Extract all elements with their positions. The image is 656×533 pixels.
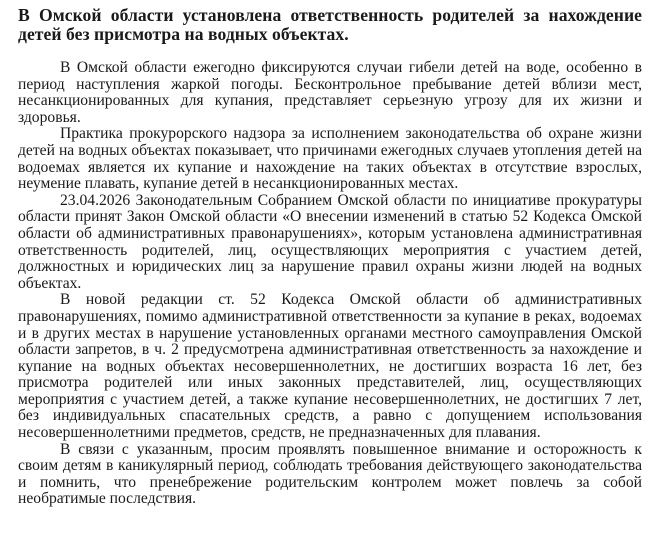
paragraph-3: 23.04.2026 Законодательным Собранием Омской области по инициативе прокуратуры области принят Закон Омской области «О внесении изменений в статью 52 Кодекса Омской области об административных правонарушениях», которым установлена административная ответственность родителей, лиц, осуществляющих мероприятия с участием детей, должностных и юридических лиц за нарушение правил охраны жизни людей на водных объектах. bbox=[18, 191, 642, 292]
paragraph-1: В Омской области ежегодно фиксируются случаи гибели детей на воде, особенно в период наступления жаркой погоды. Бесконтрольное пребывание детей вблизи мест, несанкционированных для купания, представляет серьезную угрозу для их жизни и здоровья. bbox=[18, 59, 642, 126]
article-title: В Омской области установлена ответственность родителей за нахождение детей без присмотра на водных объектах. bbox=[18, 5, 642, 44]
paragraph-2: Практика прокурорского надзора за исполнением законодательства об охране жизни детей на водных объектах показывает, что причинами ежегодных случаев утопления детей на водоемах является их купание и нахождение на таких объектах в отсутствие взрослых, неумение плавать, купание детей в несанкционированных местах. bbox=[18, 125, 642, 193]
paragraph-5: В связи с указанным, просим проявлять повышенное внимание и осторожность к своим детям в каникулярный период, соблюдать требования действующего законодательства и помнить, что пренебрежение родительским контролем может повлечь за собой необратимые последствия. bbox=[18, 440, 642, 508]
paragraph-4: В новой редакции ст. 52 Кодекса Омской области об административных правонарушениях, помимо административной ответственности за купание в реках, водоемах и в других местах в нарушение установленных органами местного самоуправления Омской области запретов, в ч. 2 предусмотрена административная ответственность за нахождение и купание на водных объектах несовершеннолетних, не достигших возраста 16 лет, без присмотра родителей или иных законных представителей, лиц, осуществляющих мероприятия с участием детей, а также купание несовершеннолетних, не достигших 7 лет, без индивидуальных спасательных средств, а равно с допущением использования несовершеннолетними предметов, средств, не предназначенных для плавания. bbox=[18, 291, 642, 442]
